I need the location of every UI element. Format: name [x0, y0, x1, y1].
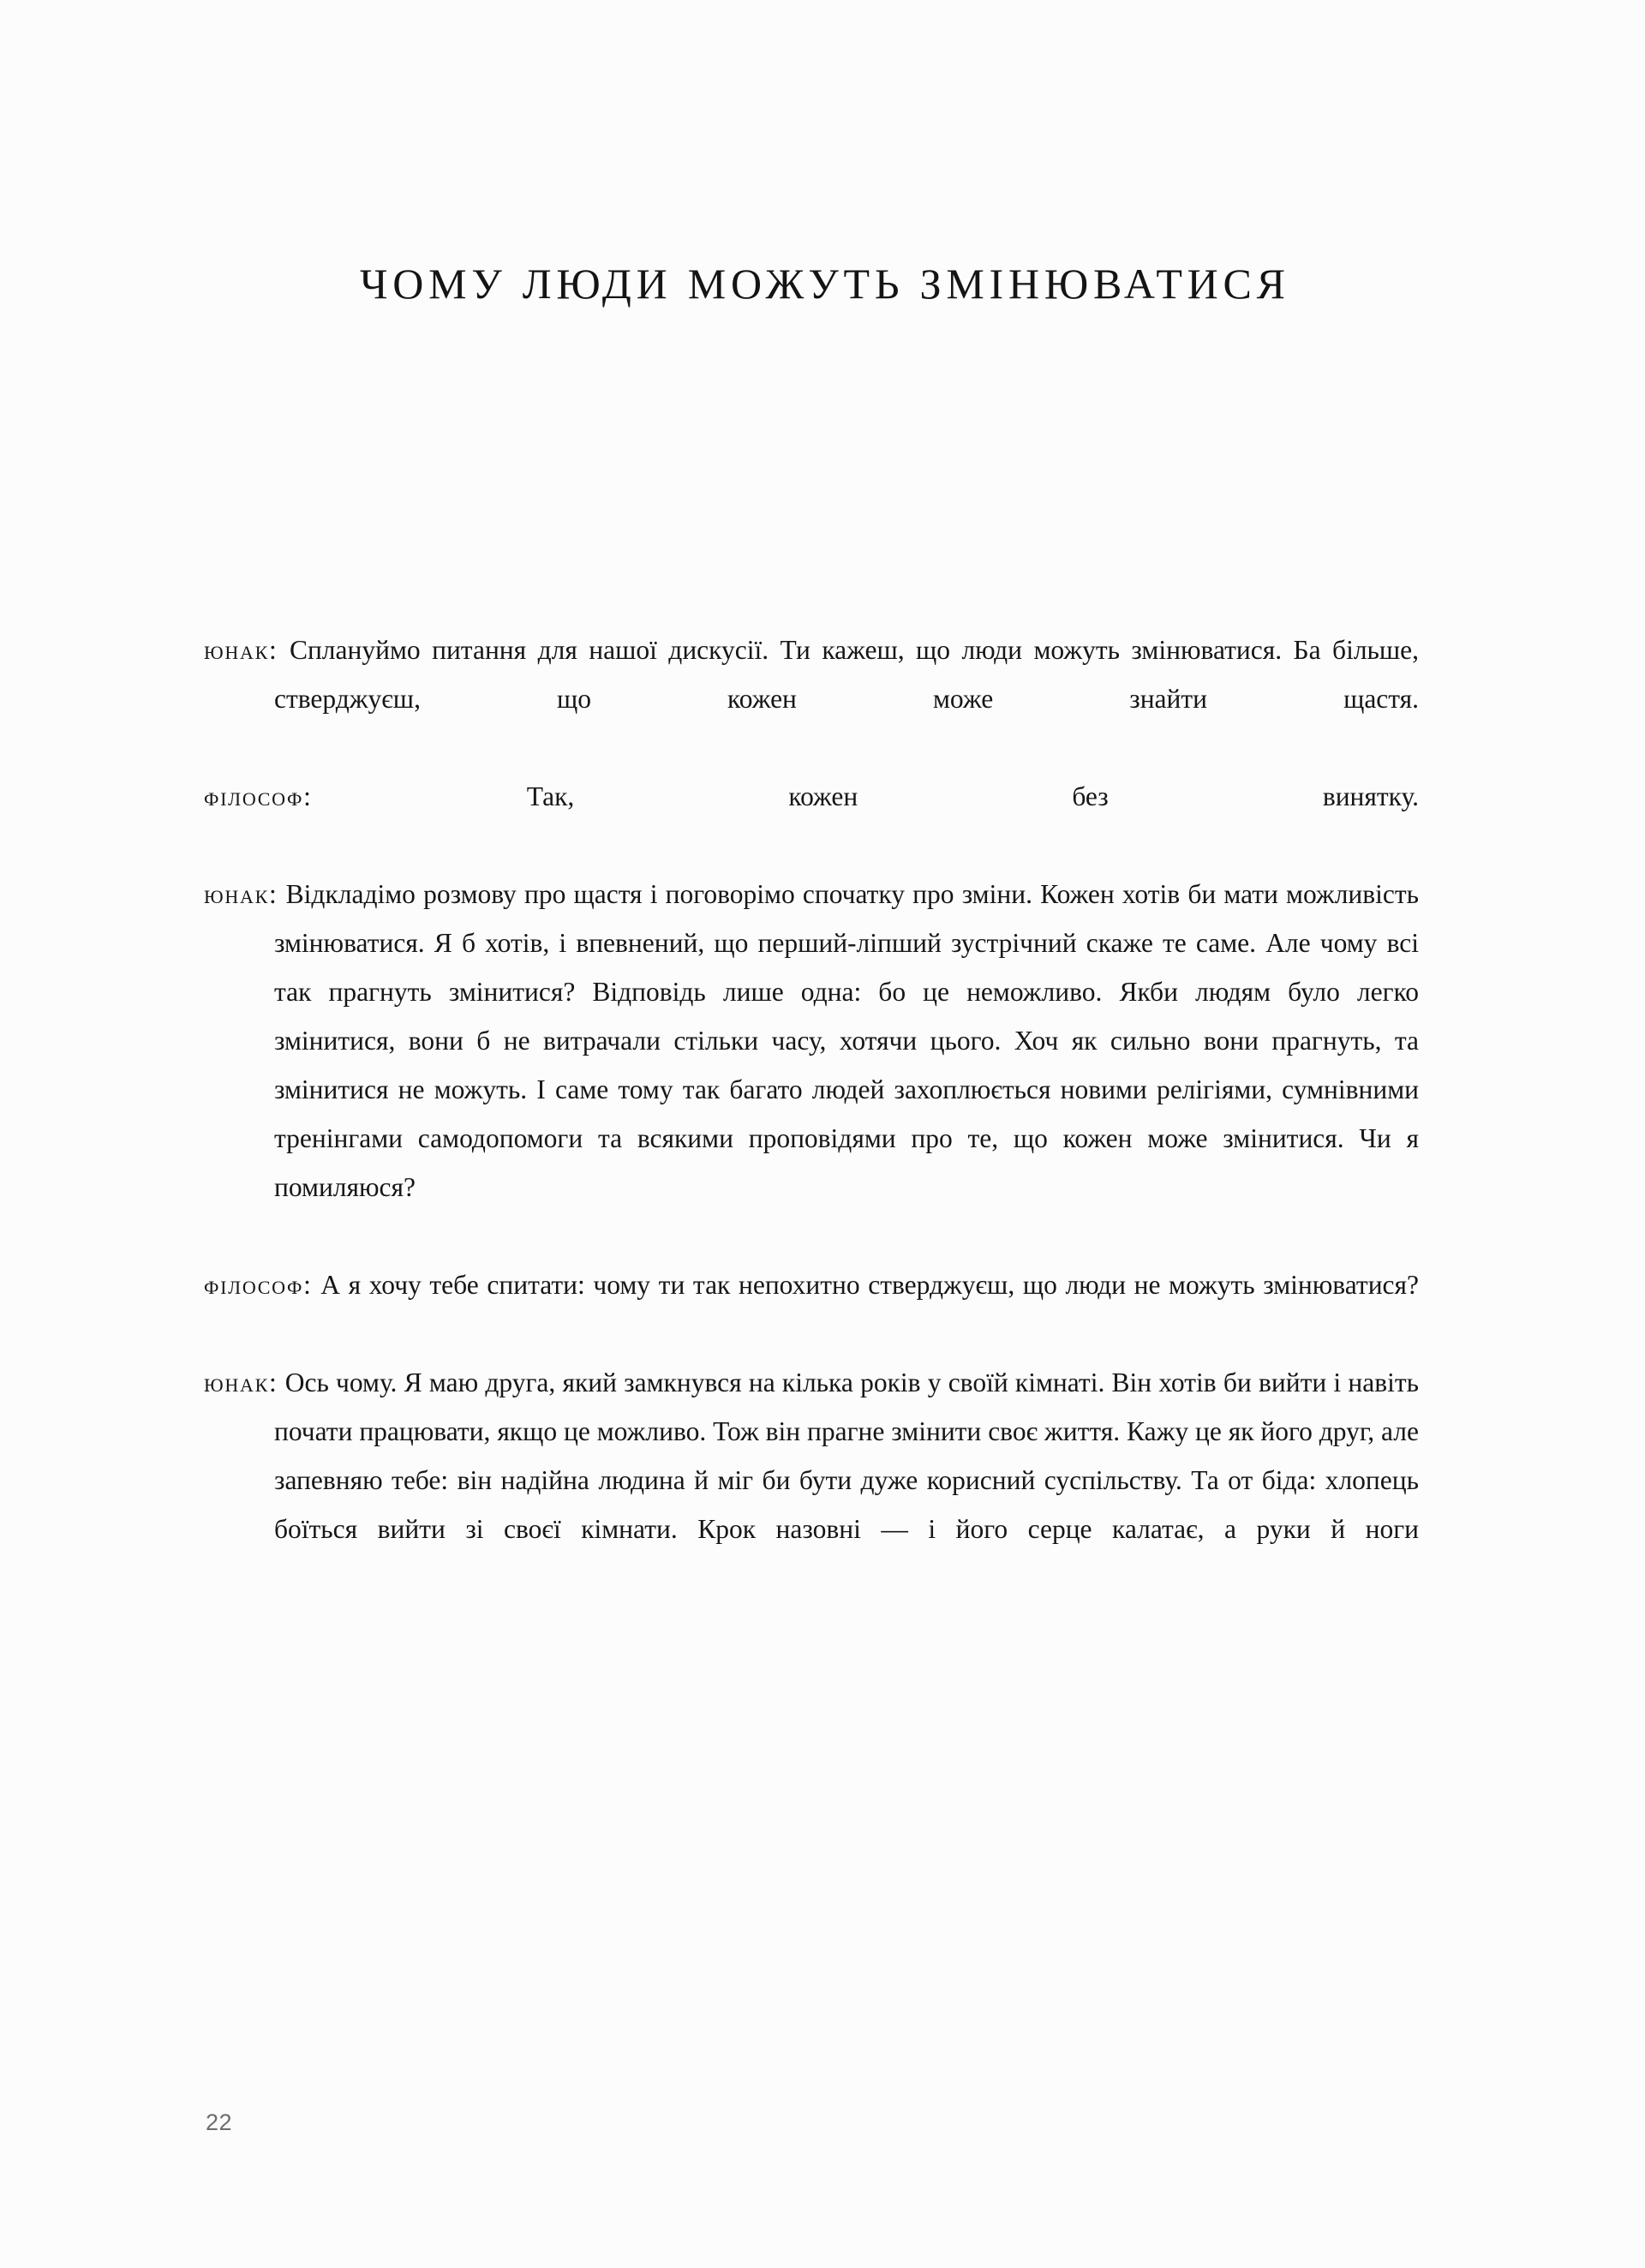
dialogue-line	[204, 1260, 1419, 1358]
speaker-label: філософ:	[204, 1270, 313, 1300]
dialogue-text: Так, кожен без винятку.	[526, 781, 1419, 811]
dialogue-line	[204, 625, 1419, 772]
dialogue-text: Ось чому. Я маю друга, який замкнувся на кілька років у своїй кімнаті. Він хотів би вийти і навіть почати працювати, якщо це можливо. Тож він прагне змінити своє життя. Кажу це як його друг, але запевняю тебе: він надійна людина й міг би бути дуже корисний суспільству. Та от біда: хлопець боїться вийти зі своєї кімнати. Крок назовні — і його серце калатає, а руки й ноги	[274, 1367, 1419, 1544]
speaker-label: юнак:	[204, 1367, 278, 1397]
dialogue-line	[204, 772, 1419, 870]
page-number: 22	[206, 2109, 233, 2135]
chapter-title: ЧОМУ ЛЮДИ МОЖУТЬ ЗМІНЮВАТИСЯ	[360, 259, 1290, 308]
speaker-label: юнак:	[204, 635, 278, 665]
speaker-label: юнак:	[204, 879, 278, 909]
dialogue-text: Сплануймо питання для нашої дискусії. Ти кажеш, що люди можуть змінюватися. Ба більше, стверджуєш, що кожен може знайти щастя.	[274, 635, 1420, 714]
dialogue-line	[204, 870, 1419, 1260]
body-text-block	[204, 625, 1419, 1602]
dialogue-line	[204, 1358, 1419, 1602]
speaker-label: філософ:	[204, 781, 313, 811]
dialogue-text: Відкладімо розмову про щастя і поговорімо спочатку про зміни. Кожен хотів би мати можливість змінюватися. Я б хотів, і впевнений, що перший-ліпший зустрічний скаже те саме. Але чому всі так прагнуть змінитися? Відповідь лише одна: бо це неможливо. Якби людям було легко змінитися, вони б не витрачали стільки часу, хотячи цього. Хоч як сильно вони прагнуть, та змінитися не можуть. І саме тому так багато людей захоплюється новими релігіями, сумнівними тренінгами самодопомоги та всякими проповідями про те, що кожен може змінитися. Чи я помиляюся?	[274, 879, 1420, 1202]
dialogue-text: А я хочу тебе спитати: чому ти так непохитно стверджуєш, що люди не можуть змінюватися?	[320, 1270, 1419, 1300]
